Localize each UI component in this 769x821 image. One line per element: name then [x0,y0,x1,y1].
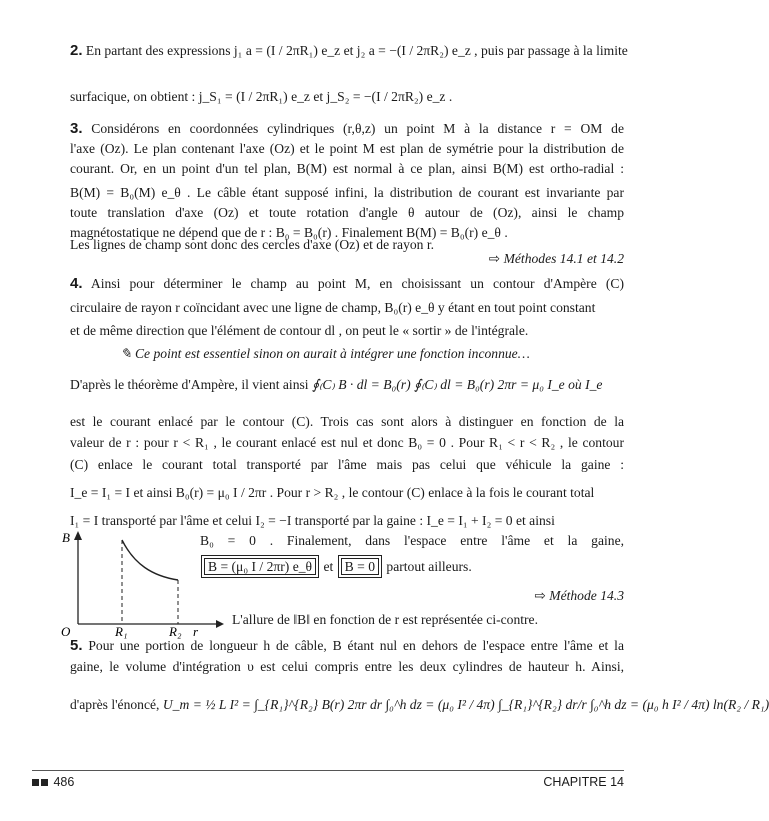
graph-y-arrow-icon [74,531,82,540]
graph-tick-r1: R₁ [115,624,128,639]
sec3-line3: courant. Or, en un point d'un tel plan, B(M) est normal à ce plan, ainsi B(M) est ortho-radial : [70,161,624,176]
sec4-ref-text: Méthode 14.3 [549,588,624,603]
graph-tick-r2: R₂ [169,624,182,639]
field-graph [56,528,226,639]
sec4-line3: et de même direction que l'élément de contour dl , on peut le « sortir » de l'intégrale. [70,323,529,338]
sec5-line1 [70,637,624,654]
sec4-note [0,346,650,362]
energy-equation: U_m = ½ L I² = ∫_{R₁}^{R₂} B(r) 2πr dr ∫₀^h dz = (μ₀ I² / 4π) ∫_{R₁}^{R₂} dr/r ∫₀^h dz = (μ₀ h I² / 4π) ln(R₂ / R₁) [162,697,769,712]
sec4-text-4a: D'après le théorème d'Ampère, il vient ainsi [70,377,309,392]
sec3-line5: toute translation d'axe (Oz) et toute rotation d'angle θ autour de (Oz), ainsi le champ [70,205,624,220]
graph-y-label: B [62,530,70,545]
sec4-line10: B₀ = 0 . Finalement, dans l'espace entre l'âme et la gaine, [200,533,624,548]
sec4-et: et [323,559,334,574]
sec2-number: 2. [70,42,83,59]
boxed-result-zero: B = 0 [341,558,379,575]
sec5-text-1: Pour une portion de longueur h de câble, B étant nul en dehors de l'espace entre l'âme et la [88,638,624,653]
sec5-text-3a: d'après l'énoncé, [70,697,160,712]
sec2-line1 [70,42,628,59]
sec5-line3 [70,696,769,713]
sec4-line9: I₁ = I transporté par l'âme et celui I₂ = −I transporté par la gaine : I_e = I₁ + I₂ = 0 et ainsi [70,513,555,528]
page-footer [32,770,624,789]
chapter-label: CHAPITRE 14 [543,775,624,789]
arrow-right-icon: ⇨ [534,588,546,603]
sec4-note-text: Ce point est essentiel sinon on aurait à intégrer une fonction inconnue… [134,346,530,361]
sec2-text-1: En partant des expressions j₁ a = (I / 2πR₁) e_z et j₂ a = −(I / 2πR₂) e_z , puis par passage à la limite [85,43,628,58]
graph-origin-label: O [61,624,71,639]
sec3-method-ref [489,251,624,267]
sec3-line1 [70,120,624,137]
sec4-line5: est le courant enlacé par le contour (C). Trois cas sont alors à distinguer en fonction de la [70,414,624,429]
sec5-number: 5. [70,637,83,654]
square-icon [41,779,48,786]
sec4-result-line [200,558,624,575]
square-icon [32,779,39,786]
footer-page [32,775,74,789]
sec4-line1 [70,275,624,292]
sec4-line2: circulaire de rayon r coïncidant avec une ligne de champ, B₀(r) e_θ y étant en tout point constant [70,300,596,315]
sec3-line2: l'axe (Oz). Le plan contenant l'axe (Oz) et le point M est plan de symétrie pour la distribution de [70,141,624,156]
sec4-number: 4. [70,275,83,292]
sec4-line4 [70,376,624,393]
sec4-text-1: Ainsi pour déterminer le champ au point M, en choisissant un contour d'Ampère (C) [90,276,624,291]
ampere-equation: ∮₍C₎ B · dl = B₀(r) ∮₍C₎ dl = B₀(r) 2πr = μ₀ I_e où I_e [311,377,603,392]
sec3-line7: Les lignes de champ sont donc des cercles d'axe (Oz) et de rayon r. [70,237,435,252]
graph-tick-r: r [193,624,199,639]
sec4-line7: (C) enlace le courant total transporté par l'âme mais pas celui que véhicule la gaine : [70,457,624,472]
pencil-icon: ✎ [120,346,132,361]
sec4-line6: valeur de r : pour r < R₁ , le courant enlacé est nul et donc B₀ = 0 . Pour R₁ < r < R₂ , le contour [70,435,624,450]
sec3-line6: magnétostatique ne dépend que de r : B₀ = B₀(r) . Finalement B(M) = B₀(r) e_θ . [70,225,508,240]
arrow-right-icon: ⇨ [488,251,501,266]
page-number: 486 [53,775,75,789]
graph-curve [122,540,178,580]
sec5-line2: gaine, le volume d'intégration υ est celui compris entre les deux cylindres de hauteur h. Ainsi, [70,659,624,674]
sec3-number: 3. [70,120,83,137]
sec3-line4: B(M) = B₀(M) e_θ . Le câble étant supposé infini, la distribution de courant est invariante par [70,185,624,200]
boxed-result-field: B = (μ₀ I / 2πr) e_θ [204,558,316,575]
sec4-allure: L'allure de ‖B‖ en fonction de r est représentée ci-contre. [232,612,538,627]
sec4-partout: partout ailleurs. [386,559,472,574]
sec4-method-ref [534,588,624,604]
sec3-ref-text: Méthodes 14.1 et 14.2 [503,251,624,266]
sec4-line8: I_e = I₁ = I et ainsi B₀(r) = μ₀ I / 2πr . Pour r > R₂ , le contour (C) enlace à la fois le courant total [70,485,595,500]
sec2-line2: surfacique, on obtient : j_S₁ = (I / 2πR₁) e_z et j_S₂ = −(I / 2πR₂) e_z . [70,89,453,104]
graph-x-arrow-icon [216,620,224,628]
sec3-text-1: Considérons en coordonnées cylindriques (r,θ,z) un point M à la distance r = OM de [91,121,624,136]
